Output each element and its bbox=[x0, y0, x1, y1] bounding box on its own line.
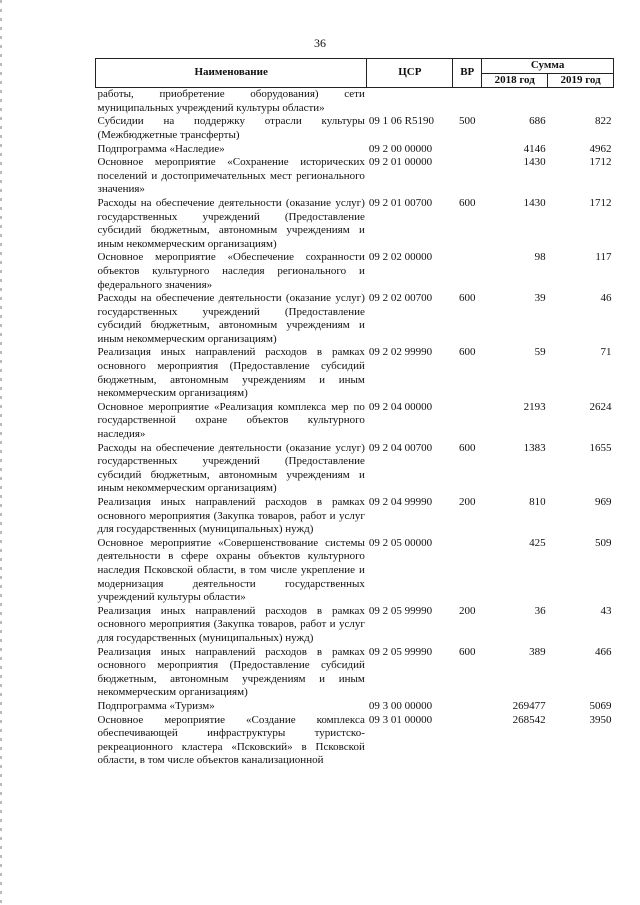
scan-edge-artifact bbox=[0, 0, 2, 905]
table-row bbox=[96, 115, 614, 142]
row-sum-2019: 1712 bbox=[589, 196, 612, 209]
row-vr bbox=[453, 401, 482, 442]
row-vr bbox=[453, 88, 482, 116]
table-body bbox=[96, 88, 614, 768]
row-sum-2019: 2624 bbox=[589, 400, 612, 413]
row-vr bbox=[453, 143, 482, 157]
row-vr: 600 bbox=[459, 645, 476, 658]
row-sum-2018: 389 bbox=[529, 645, 546, 658]
header-sum: Сумма bbox=[482, 59, 614, 74]
table-row bbox=[96, 700, 614, 714]
table-row bbox=[96, 88, 614, 116]
row-vr: 600 bbox=[459, 292, 476, 305]
table-row bbox=[96, 605, 614, 646]
row-vr: 600 bbox=[459, 346, 476, 359]
row-csr: 09 3 00 00000 bbox=[368, 699, 433, 712]
budget-table bbox=[95, 58, 614, 768]
row-sum-2018: 810 bbox=[529, 496, 546, 508]
row-vr: 200 bbox=[459, 604, 476, 617]
row-csr: 09 2 05 00000 bbox=[368, 536, 433, 549]
row-sum-2018: 268542 bbox=[512, 713, 546, 726]
row-sum-2019: 46 bbox=[600, 292, 612, 305]
table-row bbox=[96, 292, 614, 346]
table-row bbox=[96, 346, 614, 400]
row-name: Субсидии на поддержку отрасли культуры (Межбюджетные трансферты) bbox=[97, 115, 365, 141]
row-name: Подпрограмма «Наследие» bbox=[97, 142, 225, 155]
row-name: Реализация иных направлений расходов в рамках основного мероприятия (Предоставление субсидий бюджетным, автономным учреждениям и иным некоммерческим организациям) bbox=[97, 346, 365, 400]
header-name: Наименование bbox=[96, 59, 367, 88]
row-sum-2018: 425 bbox=[529, 536, 546, 549]
row-sum-2018: 2193 bbox=[523, 400, 546, 413]
row-sum-2018: 4146 bbox=[523, 142, 546, 155]
table-row bbox=[96, 401, 614, 442]
row-name: Расходы на обеспечение деятельности (оказание услуг) государственных учреждений (Предоставление субсидий бюджетным, автономным учреждениям и иным некоммерческим организациям) bbox=[97, 441, 365, 495]
table-header bbox=[96, 59, 614, 88]
row-sum-2019: 5069 bbox=[589, 699, 612, 712]
row-name: Реализация иных направлений расходов в рамках основного мероприятия (Закупка товаров, работ и услуг для государственных (муниципальных) нужд) bbox=[97, 604, 365, 644]
row-csr: 09 2 04 00000 bbox=[368, 400, 433, 413]
row-vr: 500 bbox=[459, 115, 476, 128]
header-vr: ВР bbox=[453, 59, 482, 88]
row-csr: 09 2 02 00000 bbox=[368, 251, 433, 264]
row-csr: 09 2 01 00000 bbox=[368, 156, 433, 169]
row-csr: 09 2 05 99990 bbox=[368, 645, 433, 658]
row-sum-2019: 3950 bbox=[589, 713, 612, 726]
row-sum-2018 bbox=[482, 88, 548, 116]
row-csr: 09 2 05 99990 bbox=[368, 604, 433, 617]
header-year-2018: 2018 год bbox=[482, 73, 548, 88]
row-sum-2019: 4962 bbox=[589, 142, 612, 155]
row-vr: 200 bbox=[459, 496, 476, 508]
row-name: Основное мероприятие «Совершенствование системы деятельности в сфере охраны объектов культурного наследия Псковской области, в том числе укрепление и модернизация деятельности государственных учреждений культуры области» bbox=[97, 536, 365, 604]
row-name: работы, приобретение оборудования) сети муниципальных учреждений культуры области» bbox=[97, 88, 365, 114]
row-sum-2019: 117 bbox=[595, 251, 612, 264]
row-sum-2019: 509 bbox=[595, 536, 612, 549]
row-sum-2018: 1430 bbox=[523, 196, 546, 209]
row-vr: 600 bbox=[459, 441, 476, 454]
table-row bbox=[96, 442, 614, 496]
row-sum-2019: 1655 bbox=[589, 441, 612, 454]
row-sum-2019: 822 bbox=[595, 115, 612, 128]
row-csr: 09 2 02 99990 bbox=[368, 346, 433, 359]
row-vr bbox=[453, 537, 482, 605]
row-sum-2019 bbox=[548, 88, 614, 116]
row-vr bbox=[453, 251, 482, 292]
row-sum-2018: 59 bbox=[534, 346, 546, 359]
row-sum-2019: 466 bbox=[595, 645, 612, 658]
row-name: Расходы на обеспечение деятельности (оказание услуг) государственных учреждений (Предоставление субсидий бюджетным, автономным учреждениям и иным некоммерческим организациям) bbox=[97, 196, 365, 250]
row-vr bbox=[453, 156, 482, 197]
row-sum-2018: 269477 bbox=[512, 699, 546, 712]
table-row bbox=[96, 251, 614, 292]
header-year-2019: 2019 год bbox=[548, 73, 614, 88]
table-row bbox=[96, 646, 614, 700]
row-sum-2018: 39 bbox=[534, 292, 546, 305]
table-row bbox=[96, 496, 614, 537]
row-sum-2019: 71 bbox=[600, 346, 612, 359]
row-name: Реализация иных направлений расходов в рамках основного мероприятия (Предоставление субсидий бюджетным, автономным учреждениям и иным некоммерческим организациям) bbox=[97, 645, 365, 699]
table-row bbox=[96, 197, 614, 251]
row-name: Подпрограмма «Туризм» bbox=[97, 699, 215, 712]
row-vr bbox=[453, 714, 482, 768]
table-row bbox=[96, 714, 614, 768]
row-sum-2019: 43 bbox=[600, 604, 612, 617]
row-name: Основное мероприятие «Создание комплекса обеспечивающей инфраструктуры туристско-рекреационного кластера «Псковский» в Псковской области, в том числе объектов канализационной bbox=[97, 713, 365, 767]
row-name: Расходы на обеспечение деятельности (оказание услуг) государственных учреждений (Предоставление субсидий бюджетным, автономным учреждениям и иным некоммерческим организациям) bbox=[97, 292, 365, 345]
row-sum-2018: 1430 bbox=[523, 156, 546, 169]
row-csr: 09 1 06 R5190 bbox=[368, 115, 434, 128]
row-vr bbox=[453, 700, 482, 714]
row-sum-2018: 98 bbox=[534, 251, 546, 264]
row-csr: 09 2 02 00700 bbox=[368, 292, 433, 305]
table-row bbox=[96, 143, 614, 157]
row-csr bbox=[367, 88, 453, 116]
row-csr: 09 2 04 99990 bbox=[368, 496, 433, 508]
row-csr: 09 3 01 00000 bbox=[368, 713, 433, 726]
row-csr: 09 2 04 00700 bbox=[368, 441, 433, 454]
row-sum-2019: 1712 bbox=[589, 156, 612, 169]
row-sum-2019: 969 bbox=[595, 496, 612, 508]
table-row bbox=[96, 537, 614, 605]
row-name: Основное мероприятие «Сохранение исторических поселений и достопримечательных мест регионального значения» bbox=[97, 156, 365, 196]
row-name: Основное мероприятие «Обеспечение сохранности объектов культурного наследия регионального и федерального значения» bbox=[97, 251, 365, 291]
page-number: 36 bbox=[314, 36, 326, 50]
row-sum-2018: 36 bbox=[534, 604, 546, 617]
header-csr: ЦСР bbox=[367, 59, 453, 88]
row-sum-2018: 686 bbox=[529, 115, 546, 128]
row-name: Реализация иных направлений расходов в рамках основного мероприятия (Закупка товаров, работ и услуг для государственных (муниципальных) нужд) bbox=[97, 496, 365, 536]
row-name: Основное мероприятие «Реализация комплекса мер по государственной охране объектов культурного наследия» bbox=[97, 400, 365, 441]
row-csr: 09 2 01 00700 bbox=[368, 196, 433, 209]
row-sum-2018: 1383 bbox=[523, 441, 546, 454]
table-row bbox=[96, 156, 614, 197]
row-vr: 600 bbox=[459, 196, 476, 209]
row-csr: 09 2 00 00000 bbox=[368, 142, 433, 155]
